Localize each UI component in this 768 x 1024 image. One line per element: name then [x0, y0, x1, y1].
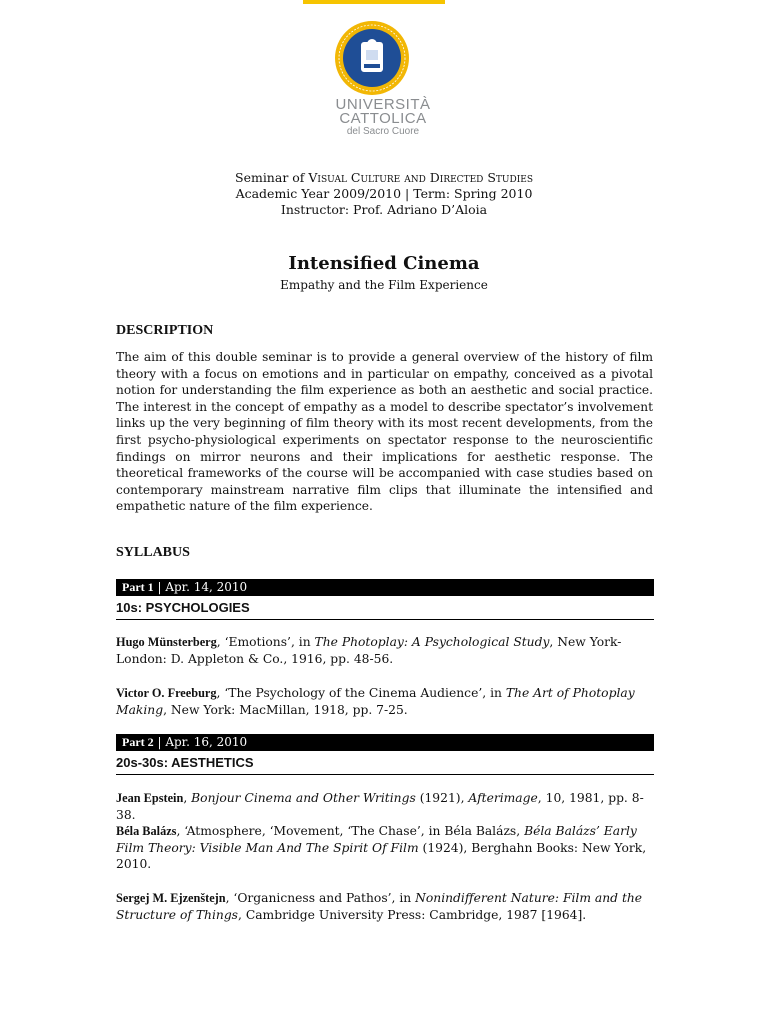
reading-entry	[116, 790, 653, 823]
entry-text: (1924), Berghahn Books: New York, 2010.	[116, 840, 647, 872]
university-seal-icon	[334, 20, 410, 96]
entry-author: Jean Epstein	[116, 791, 184, 805]
reading-entry	[116, 685, 653, 718]
part-2-bar	[116, 734, 654, 751]
part-2-label: Part 2	[122, 735, 154, 749]
entry-text: ,	[183, 791, 192, 805]
part-1-bar	[116, 579, 654, 596]
seminar-name: Visual Culture and Directed Studies	[308, 170, 533, 185]
instructor-line: Instructor: Prof. Adriano D’Aloia	[280, 202, 488, 217]
university-line-3: del Sacro Cuore	[346, 126, 420, 137]
entry-work: Bonjour Cinema and Other Writings	[191, 791, 416, 805]
entry-text: , New York-London: D. Appleton & Co., 1916, pp. 48-56.	[116, 635, 622, 666]
reading-entry	[116, 890, 653, 923]
reading-entry	[116, 634, 653, 667]
entry-work: Nonindifferent Nature: Film and the Structure of Things	[116, 891, 643, 922]
entry-work: The Art of Photoplay Making	[116, 686, 635, 717]
entry-work: Béla Balázs’ Early Film Theory: Visible Man And The Spirit Of Film	[116, 824, 637, 855]
seminar-prefix: Seminar of	[235, 170, 309, 185]
entry-author: Victor O. Freeburg	[116, 686, 217, 700]
seminar-line	[116, 170, 652, 186]
entry-text: , ‘Organicness and Pathos’, in	[225, 891, 416, 905]
entry-author: Sergej M. Ejzenštejn	[116, 891, 226, 905]
entry-text: (1921),	[415, 791, 469, 805]
part-1-label: Part 1	[122, 580, 154, 594]
university-line-2: CATTOLICA	[339, 110, 427, 127]
reading-entry	[116, 823, 653, 873]
entry-work: The Photoplay: A Psychological Study	[314, 635, 550, 649]
part-2-date: | Apr. 16, 2010	[153, 735, 248, 749]
description-text: The aim of this double seminar is to provide a general overview of the history of film theory with a focus on emotions and in particular on empathy, conceived as a pivotal notion for understanding the film experience as both an aesthetic and social practice. The interest in the concept of empathy as a model to describe spectator’s involvement links up the very beginning of film theory with its most recent developments, from the first psycho-physiological experiments on spectator response to the neuroscientific findings on mirror neurons and their implications for aesthetic response. The theoretical frameworks of the course will be accompanied with case studies based on contemporary mainstream narrative film clips that illuminate the intensified and empathetic nature of the film experience.	[116, 350, 653, 514]
syllabus-heading: SYLLABUS	[116, 545, 190, 560]
entry-text: , New York: MacMillan, 1918, pp. 7-25.	[163, 702, 408, 717]
part-2-section-title: 20s-30s: AESTHETICS	[116, 755, 654, 775]
entry-author: Hugo Münsterberg	[116, 635, 217, 649]
part-1-section-title: 10s: PSYCHOLOGIES	[116, 600, 654, 620]
document-title: Intensified Cinema	[288, 253, 480, 274]
document-subtitle: Empathy and the Film Experience	[280, 278, 488, 292]
entry-text: , ‘Atmosphere, ‘Movement, ‘The Chase’, in Béla Balázs,	[176, 824, 525, 838]
university-line-1: UNIVERSITÀ	[335, 96, 431, 113]
top-accent-bar	[303, 0, 445, 4]
entry-text: , 10, 1981, pp. 8-38.	[116, 791, 644, 822]
entry-text: , ‘Emotions’, in	[216, 635, 315, 649]
academic-year-line: Academic Year 2009/2010 | Term: Spring 2010	[235, 186, 533, 201]
entry-author: Béla Balázs	[116, 824, 177, 838]
university-name	[300, 98, 466, 138]
course-header	[116, 170, 652, 218]
part-1-date: | Apr. 14, 2010	[153, 580, 248, 594]
entry-text: , Cambridge University Press: Cambridge, 1987 [1964].	[238, 907, 587, 922]
description-heading: DESCRIPTION	[116, 323, 214, 338]
entry-text: , ‘The Psychology of the Cinema Audience’, in	[216, 686, 506, 700]
entry-work: Afterimage	[468, 791, 538, 805]
